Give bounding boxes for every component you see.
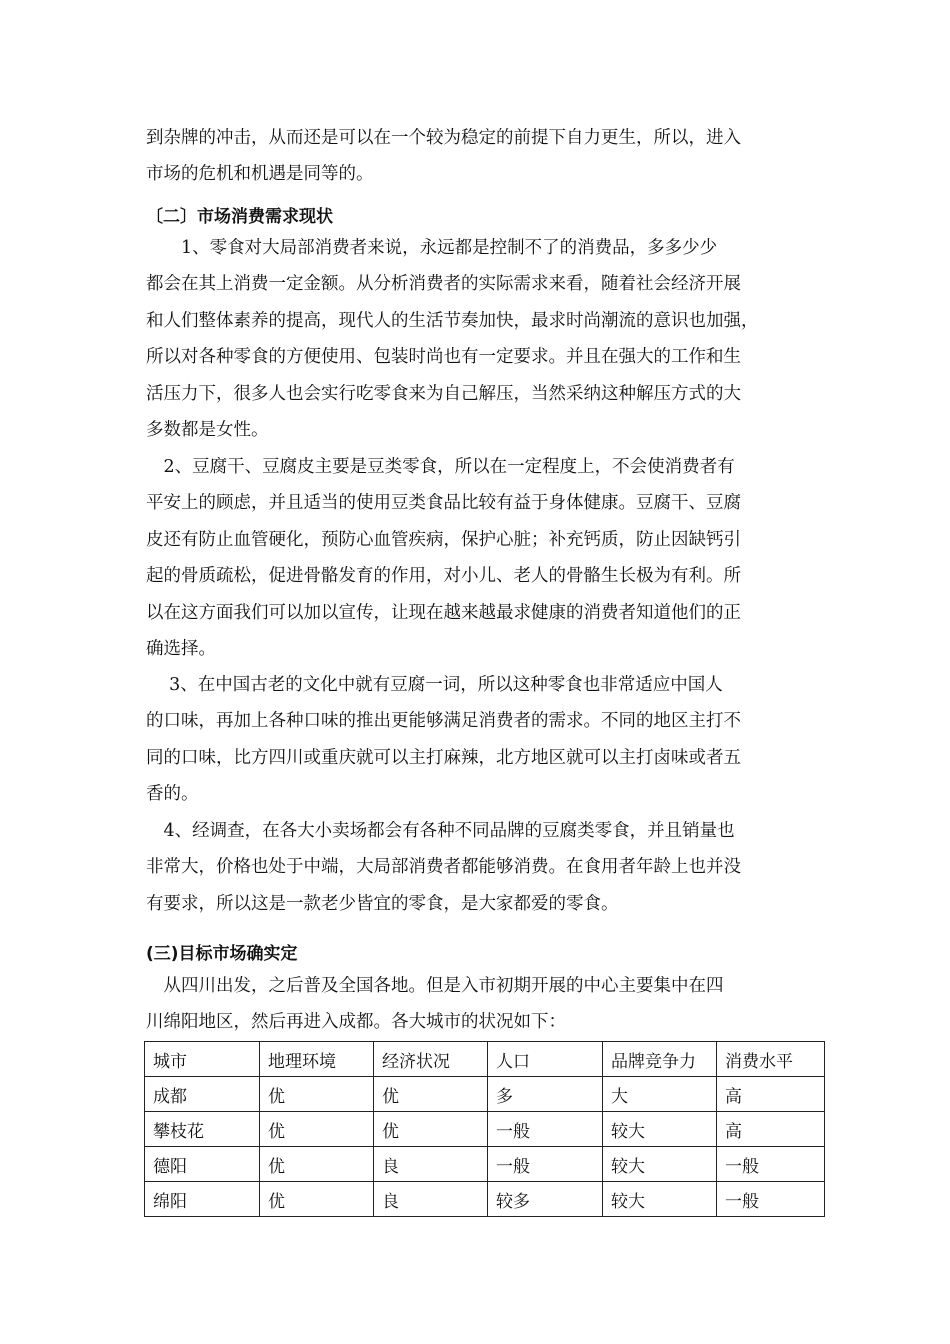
section-heading-market-demand: 〔二〕市场消费需求现状 <box>146 207 333 227</box>
section-heading-target-market: (三)目标市场确实定 <box>146 944 298 964</box>
text-line: 活压力下，很多人也会实行吃零食来为自己解压，当然采纳这种解压方式的大 <box>146 383 741 404</box>
table-header-row <box>145 1042 825 1077</box>
table-cell: 经济状况 <box>374 1042 488 1077</box>
table-cell: 一般 <box>488 1147 603 1182</box>
text-line: 有要求，所以这是一款老少皆宜的零食，是大家都爱的零食。 <box>146 893 619 914</box>
text-line: 从四川出发，之后普及全国各地。但是入市初期开展的中心主要集中在四 <box>146 976 724 996</box>
text-line: 非常大，价格也处于中端，大局部消费者都能够消费。在食用者年龄上也并没 <box>146 857 741 878</box>
table-cell: 多 <box>488 1077 603 1112</box>
table-cell: 较大 <box>603 1147 717 1182</box>
text-line: 1、零食对大局部消费者来说，永远都是控制不了的消费品，多多少少 <box>146 238 718 258</box>
paragraph-4 <box>146 813 808 922</box>
table-cell: 德阳 <box>145 1147 260 1182</box>
text-line: 皮还有防止血管硬化，预防心血管疾病，保护心脏；补充钙质，防止因缺钙引 <box>146 529 741 550</box>
intro-paragraph <box>146 120 808 193</box>
table-cell: 消费水平 <box>717 1042 825 1077</box>
table-cell: 大 <box>603 1077 717 1112</box>
table-row <box>145 1182 825 1217</box>
table-cell: 优 <box>260 1147 374 1182</box>
text-line: 多数都是女性。 <box>146 420 269 441</box>
text-line: 以在这方面我们可以加以宣传，让现在越来越最求健康的消费者知道他们的正 <box>146 602 741 623</box>
table-cell: 优 <box>260 1077 374 1112</box>
table-cell: 优 <box>260 1112 374 1147</box>
table-cell: 优 <box>374 1077 488 1112</box>
paragraph-1 <box>146 230 808 448</box>
table-cell: 城市 <box>145 1042 260 1077</box>
table-cell: 较多 <box>488 1182 603 1217</box>
text-line: 的口味，再加上各种口味的推出更能够满足消费者的需求。不同的地区主打不 <box>146 711 741 732</box>
table-cell: 绵阳 <box>145 1182 260 1217</box>
text-line: 4、经调查，在各大小卖场都会有各种不同品牌的豆腐类零食，并且销量也 <box>146 821 735 841</box>
text-line: 所以对各种零食的方便使用、包装时尚也有一定要求。并且在强大的工作和生 <box>146 347 741 368</box>
table-cell: 较大 <box>603 1182 717 1217</box>
city-comparison-table <box>144 1041 825 1217</box>
table-cell: 品牌竞争力 <box>603 1042 717 1077</box>
text-line: 平安上的顾虑，并且适当的使用豆类食品比较有益于身体健康。豆腐干、豆腐 <box>146 493 741 514</box>
table-row <box>145 1112 825 1147</box>
table-cell: 一般 <box>717 1182 825 1217</box>
table-cell: 高 <box>717 1112 825 1147</box>
text-line: 3、在中国古老的文化中就有豆腐一词，所以这种零食也非常适应中国人 <box>146 675 723 695</box>
text-line: 市场的危机和机遇是同等的。 <box>146 164 374 185</box>
text-line: 同的口味，比方四川或重庆就可以主打麻辣，北方地区就可以主打卤味或者五 <box>146 747 741 768</box>
table-cell: 成都 <box>145 1077 260 1112</box>
text-line: 和人们整体素养的提高，现代人的生活节奏加快，最求时尚潮流的意识也加强， <box>146 310 759 331</box>
table-row <box>145 1147 825 1182</box>
table-cell: 高 <box>717 1077 825 1112</box>
table-cell: 人口 <box>488 1042 603 1077</box>
text-line: 起的骨质疏松，促进骨骼发育的作用，对小儿、老人的骨骼生长极为有利。所 <box>146 566 741 587</box>
paragraph-target-market <box>146 968 808 1041</box>
text-line: 川绵阳地区，然后再进入成都。各大城市的状况如下： <box>146 1012 566 1033</box>
text-line: 2、豆腐干、豆腐皮主要是豆类零食，所以在一定程度上，不会使消费者有 <box>146 457 735 477</box>
table-cell: 优 <box>260 1182 374 1217</box>
text-line: 香的。 <box>146 784 199 805</box>
paragraph-3 <box>146 667 808 813</box>
table-cell: 优 <box>374 1112 488 1147</box>
table-cell: 较大 <box>603 1112 717 1147</box>
table-cell: 攀枝花 <box>145 1112 260 1147</box>
table-cell: 良 <box>374 1182 488 1217</box>
table-cell: 一般 <box>488 1112 603 1147</box>
table-cell: 良 <box>374 1147 488 1182</box>
table-cell: 地理环境 <box>260 1042 374 1077</box>
paragraph-2 <box>146 449 808 667</box>
text-line: 到杂牌的冲击，从而还是可以在一个较为稳定的前提下自力更生，所以，进入 <box>146 128 741 148</box>
table-row <box>145 1077 825 1112</box>
table-cell: 一般 <box>717 1147 825 1182</box>
text-line: 都会在其上消费一定金额。从分析消费者的实际需求来看，随着社会经济开展 <box>146 274 741 295</box>
text-line: 确选择。 <box>146 639 216 660</box>
